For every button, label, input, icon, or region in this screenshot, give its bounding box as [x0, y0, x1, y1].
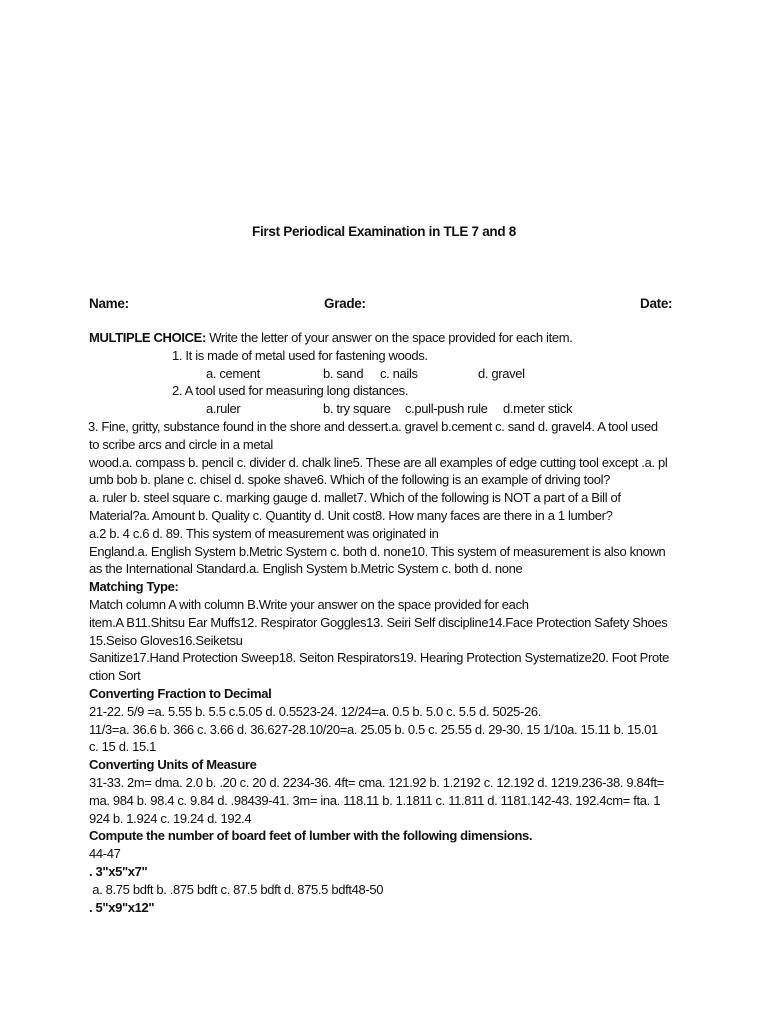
option: d.meter stick	[503, 401, 573, 417]
question-2: 2. A tool used for measuring long distances.	[172, 383, 409, 399]
fractions-line: 21-22. 5/9 =a. 5.55 b. 5.5 c.5.05 d. 0.5523-24. 12/24=a. 0.5 b. 5.0 c. 5.5 d. 5025-26.	[89, 703, 541, 719]
question-1-options	[89, 365, 689, 383]
mc-line: a. ruler b. steel square c. marking gauge d. mallet7. Which of the following is NOT a part of a Bill of	[89, 490, 621, 506]
mc-line: Material?a. Amount b. Quality c. Quantity d. Unit cost8. How many faces are there in a 1 lumber?	[89, 507, 613, 523]
option: b. sand	[323, 365, 364, 381]
matching-heading: Matching Type:	[89, 579, 179, 595]
units-line: ma. 984 b. 98.4 c. 9.84 d. .98439-41. 3m= ina. 118.11 b. 1.1811 c. 11.811 d. 1181.142-43. 192.4cm= fta. 1	[89, 792, 661, 808]
mc-line: umb bob b. plane c. chisel d. spoke shave6. Which of the following is an example of driving tool?	[89, 472, 611, 488]
units-line: 31-33. 2m= dma. 2.0 b. .20 c. 20 d. 2234-36. 4ft= cma. 121.92 b. 1.2192 c. 12.192 d. 1219.236-38. 9.84ft=	[89, 774, 665, 790]
board-feet-heading: Compute the number of board feet of lumber with the following dimensions.	[89, 828, 533, 844]
option: d. gravel	[478, 365, 525, 381]
units-heading: Converting Units of Measure	[89, 757, 257, 773]
matching-line: Sanitize17.Hand Protection Sweep18. Seiton Respirators19. Hearing Protection Systematize20. Foot Prote	[89, 650, 669, 666]
matching-line: Match column A with column B.Write your answer on the space provided for each	[89, 596, 529, 612]
date-label: Date:	[640, 296, 673, 311]
mc-line: 3. Fine, gritty, substance found in the shore and dessert.a. gravel b.cement c. sand d. gravel4. A tool used	[88, 418, 658, 434]
mc-line: to scribe arcs and circle in a metal	[89, 436, 273, 452]
option: a.ruler	[206, 401, 241, 417]
mc-line: a.2 b. 4 c.6 d. 89. This system of measurement was originated in	[89, 525, 439, 541]
name-label: Name:	[89, 296, 129, 311]
units-line: 924 b. 1.924 c. 19.24 d. 192.4	[89, 810, 252, 826]
mc-instruction: Write the letter of your answer on the space provided for each item.	[205, 330, 573, 345]
mc-heading: MULTIPLE CHOICE:	[89, 330, 206, 345]
matching-line: 15.Seiso Gloves16.Seiketsu	[89, 632, 243, 648]
matching-line: ction Sort	[89, 668, 141, 684]
board-feet-options: a. 8.75 bdft b. .875 bdft c. 87.5 bdft d. 875.5 bdft48-50	[89, 881, 384, 897]
mc-line: wood.a. compass b. pencil c. divider d. chalk line5. These are all examples of edge cutting tool except .a. pl	[89, 454, 668, 470]
mc-heading-line	[89, 329, 689, 347]
question-1: 1. It is made of metal used for fastening woods.	[172, 347, 428, 363]
mc-line: England.a. English System b.Metric System c. both d. none10. This system of measurement is also known	[89, 543, 666, 559]
exam-title: First Periodical Examination in TLE 7 and 8	[252, 224, 516, 239]
question-2-options	[89, 400, 689, 418]
option: a. cement	[206, 365, 260, 381]
board-feet-dimension: . 5"x9"x12"	[89, 899, 155, 915]
option: b. try square	[323, 401, 391, 417]
fractions-line: c. 15 d. 15.1	[89, 739, 157, 755]
grade-label: Grade:	[324, 296, 366, 311]
fractions-heading: Converting Fraction to Decimal	[89, 685, 272, 701]
exam-body	[89, 329, 689, 916]
board-feet-dimension: . 3"x5"x7"	[89, 863, 148, 879]
mc-line: as the International Standard.a. English System b.Metric System c. both d. none	[89, 561, 523, 577]
fractions-line: 11/3=a. 36.6 b. 366 c. 3.66 d. 36.627-28.10/20=a. 25.05 b. 0.5 c. 25.55 d. 29-30. 15 1/10a. 15.11 b. 15.01	[89, 721, 658, 737]
option: c.pull-push rule	[405, 401, 488, 417]
option: c. nails	[380, 365, 418, 381]
matching-line: item.A B11.Shitsu Ear Muffs12. Respirator Goggles13. Seiri Self discipline14.Face Protection Safety Shoes	[89, 614, 668, 630]
board-feet-number: 44-47	[89, 846, 121, 862]
